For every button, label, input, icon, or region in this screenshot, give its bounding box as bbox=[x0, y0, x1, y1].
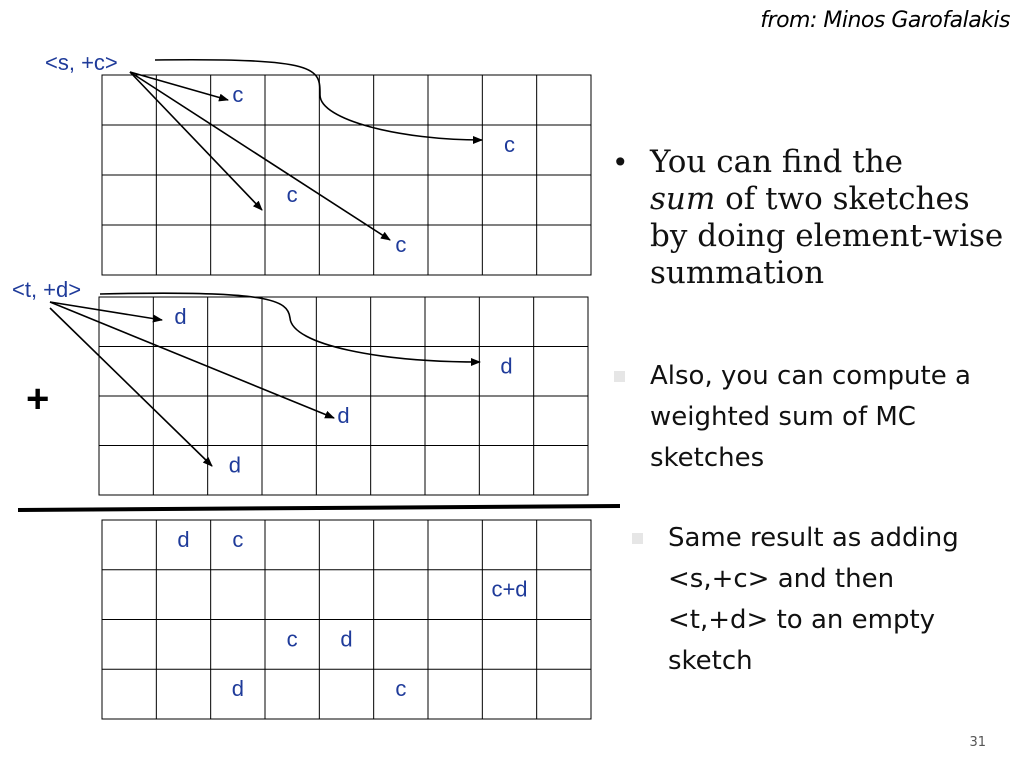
arrow-t-row3 bbox=[50, 308, 212, 466]
sub-bullet-square bbox=[632, 533, 643, 544]
sketch-s-grid-cell-value: c bbox=[504, 132, 515, 157]
credit-line: from: Minos Garofalakis bbox=[760, 8, 1010, 33]
sub-bullet-2 bbox=[630, 518, 990, 682]
sub-bullet-square bbox=[614, 371, 625, 382]
arrow-t-row0 bbox=[50, 302, 162, 320]
arrow-s-row1 bbox=[155, 60, 482, 140]
arrow-t-row2 bbox=[50, 302, 334, 418]
sketch-s-grid-cell-value: c bbox=[286, 182, 298, 207]
sub-bullet-2-text: Same result as adding <s,+c> and then <t,+d> to an empty sketch bbox=[668, 523, 959, 676]
sketch-s-grid-cell-value: c bbox=[232, 82, 244, 107]
sum-grid-cell-value: c bbox=[286, 626, 298, 652]
sum-grid-cell-value: c bbox=[395, 676, 407, 702]
hash-arrows bbox=[50, 60, 482, 466]
sketch-t-grid-cell-value: d bbox=[174, 303, 187, 329]
page-number: 31 bbox=[969, 735, 986, 750]
arrow-s-row3 bbox=[130, 72, 390, 240]
sum-grid-cell-value: c bbox=[232, 526, 244, 552]
arrow-t-row1 bbox=[100, 293, 480, 362]
update-s-label: <s, +c> bbox=[45, 50, 118, 75]
sum-separator-line bbox=[18, 506, 620, 510]
sketch-t-grid bbox=[99, 297, 588, 495]
arrow-s-row0 bbox=[130, 72, 228, 100]
sub-bullet-1-text: Also, you can compute a weighted sum of MC sketches bbox=[650, 361, 971, 473]
sum-grid-cell-value: c+d bbox=[491, 576, 528, 602]
sum-grid-cell-value: d bbox=[340, 626, 353, 652]
sub-bullet-1 bbox=[612, 356, 1007, 479]
bullet-dot: • bbox=[612, 146, 629, 179]
sketch-s-grid-cell-value: c bbox=[395, 232, 407, 257]
sum-grid bbox=[102, 520, 591, 719]
sum-grid-cell-value: d bbox=[231, 676, 244, 702]
bullet-main-text: You can find the sum of two sketches by doing element-wise summation bbox=[650, 144, 1004, 291]
sketch-t-grid-cell-value: d bbox=[337, 402, 350, 428]
sketch-s-grid bbox=[102, 75, 591, 275]
plus-sign: + bbox=[26, 377, 50, 421]
sketch-t-grid-cell-value: d bbox=[500, 353, 513, 379]
sketch-t-grid-cell-value: d bbox=[228, 452, 241, 478]
sum-grid-cell-value: d bbox=[177, 526, 190, 552]
update-t-label: <t, +d> bbox=[12, 277, 82, 302]
